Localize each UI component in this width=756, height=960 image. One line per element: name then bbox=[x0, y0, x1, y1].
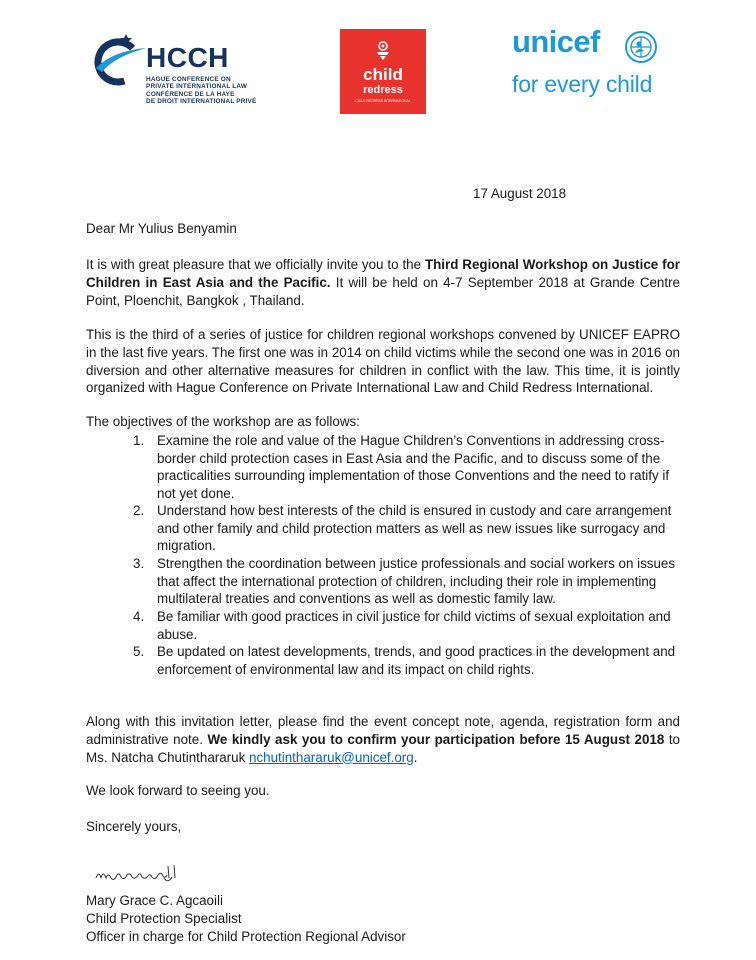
list-item bbox=[129, 502, 679, 555]
hcch-logo bbox=[92, 26, 267, 105]
signer-name: Mary Grace C. Agcaoili bbox=[86, 893, 223, 908]
list-item bbox=[129, 643, 679, 678]
paragraph-background: This is the third of a series of justice for children regional workshops convened by UNICEF EAPRO in the last five years. The first one was in 2014 on child victims while the second one was in 2016 on diversion and other alternative measures for children in conflict with the law. This time, it is jointly organized with Hague Conference on Private International Law and Child Redress International. bbox=[86, 327, 680, 396]
sign-off: Sincerely yours, bbox=[86, 819, 182, 834]
closing-line: We look forward to seeing you. bbox=[86, 783, 270, 798]
list-item bbox=[129, 432, 679, 502]
paragraph-confirmation bbox=[86, 713, 680, 766]
signer-title: Child Protection Specialist bbox=[86, 911, 242, 926]
letter-date: 17 August 2018 bbox=[473, 186, 567, 201]
list-item-text: Strengthen the coordination between justice professionals and social workers on issues that affect the international protection of children, including their role in implementing multilateral treaties and conventions as well as domestic family law. bbox=[157, 556, 676, 607]
list-item-text: Be updated on latest developments, trends, and good practices in the development and enforcement of environmental law and its impact on child rights. bbox=[157, 644, 676, 677]
handwritten-signature bbox=[94, 862, 186, 890]
workshop-title: Third Regional Workshop on Justice for Children in East Asia and the Pacific. bbox=[86, 257, 680, 290]
unicef-name: unicef bbox=[512, 24, 600, 59]
invitation-text-start: It is with great pleasure that we officially invite you to the bbox=[86, 257, 425, 272]
unicef-logo bbox=[512, 24, 653, 106]
unicef-emblem-icon bbox=[624, 30, 658, 64]
child-redress-logo bbox=[340, 29, 426, 114]
unicef-tagline: for every child bbox=[512, 71, 653, 97]
list-item-number: 1. bbox=[133, 433, 145, 448]
list-item bbox=[129, 608, 679, 643]
confirmation-request: We kindly ask you to confirm your participation before 15 August 2018 bbox=[207, 731, 665, 747]
child-redress-word-2: redress bbox=[363, 84, 403, 96]
objectives-list bbox=[129, 432, 679, 678]
signer-role: Officer in charge for Child Protection Regional Advisor bbox=[86, 929, 406, 944]
confirmation-text-mid: to Ms. Natcha Chutinthararuk bbox=[86, 731, 680, 765]
hcch-subtitle: HAGUE CONFERENCE ON PRIVATE INTERNATIONAL LAW CONFÉRENCE DE LA HAYE DE DROIT INTERNATIONAL PRIVÉ bbox=[146, 76, 257, 105]
child-redress-caption: CHILD REDRESS INTERNATIONAL bbox=[355, 99, 411, 103]
child-redress-emblem-icon bbox=[375, 41, 391, 61]
hcch-globe-icon bbox=[92, 28, 148, 90]
salutation: Dear Mr Yulius Benyamin bbox=[86, 221, 237, 236]
confirmation-text-end: . bbox=[413, 749, 418, 765]
invitation-text-end: It will be held on 4-7 September 2018 at Grande Centre Point, Ploenchit, Bangkok , Thailand. bbox=[86, 274, 681, 308]
child-redress-word-1: child bbox=[363, 65, 403, 84]
list-item-number: 2. bbox=[133, 503, 145, 518]
contact-email-link[interactable]: nchutinthararuk@unicef.org bbox=[249, 749, 414, 765]
list-item-text: Be familiar with good practices in civil justice for child victims of sexual exploitation and abuse. bbox=[157, 609, 671, 642]
list-item-number: 5. bbox=[133, 644, 145, 659]
confirmation-text-start: Along with this invitation letter, please find the event concept note, agenda, registration form and administrative note. bbox=[86, 714, 680, 747]
paragraph-invitation bbox=[86, 256, 680, 309]
list-item bbox=[129, 555, 679, 608]
list-item-text: Understand how best interests of the child is ensured in custody and care arrangement and other family and child protection matters as well as new issues like surrogacy and migration. bbox=[157, 503, 672, 554]
objectives-intro: The objectives of the workshop are as follows: bbox=[86, 414, 360, 429]
hcch-name: HCCH bbox=[146, 42, 229, 73]
list-item-text: Examine the role and value of the Hague Children’s Conventions in addressing cross-border child protection cases in East Asia and the Pacific, and to discuss some of the practicalities surrounding implementation of those Conventions and the need to ratify if not yet done. bbox=[157, 433, 670, 501]
list-item-number: 3. bbox=[133, 556, 145, 571]
list-item-number: 4. bbox=[133, 609, 145, 624]
